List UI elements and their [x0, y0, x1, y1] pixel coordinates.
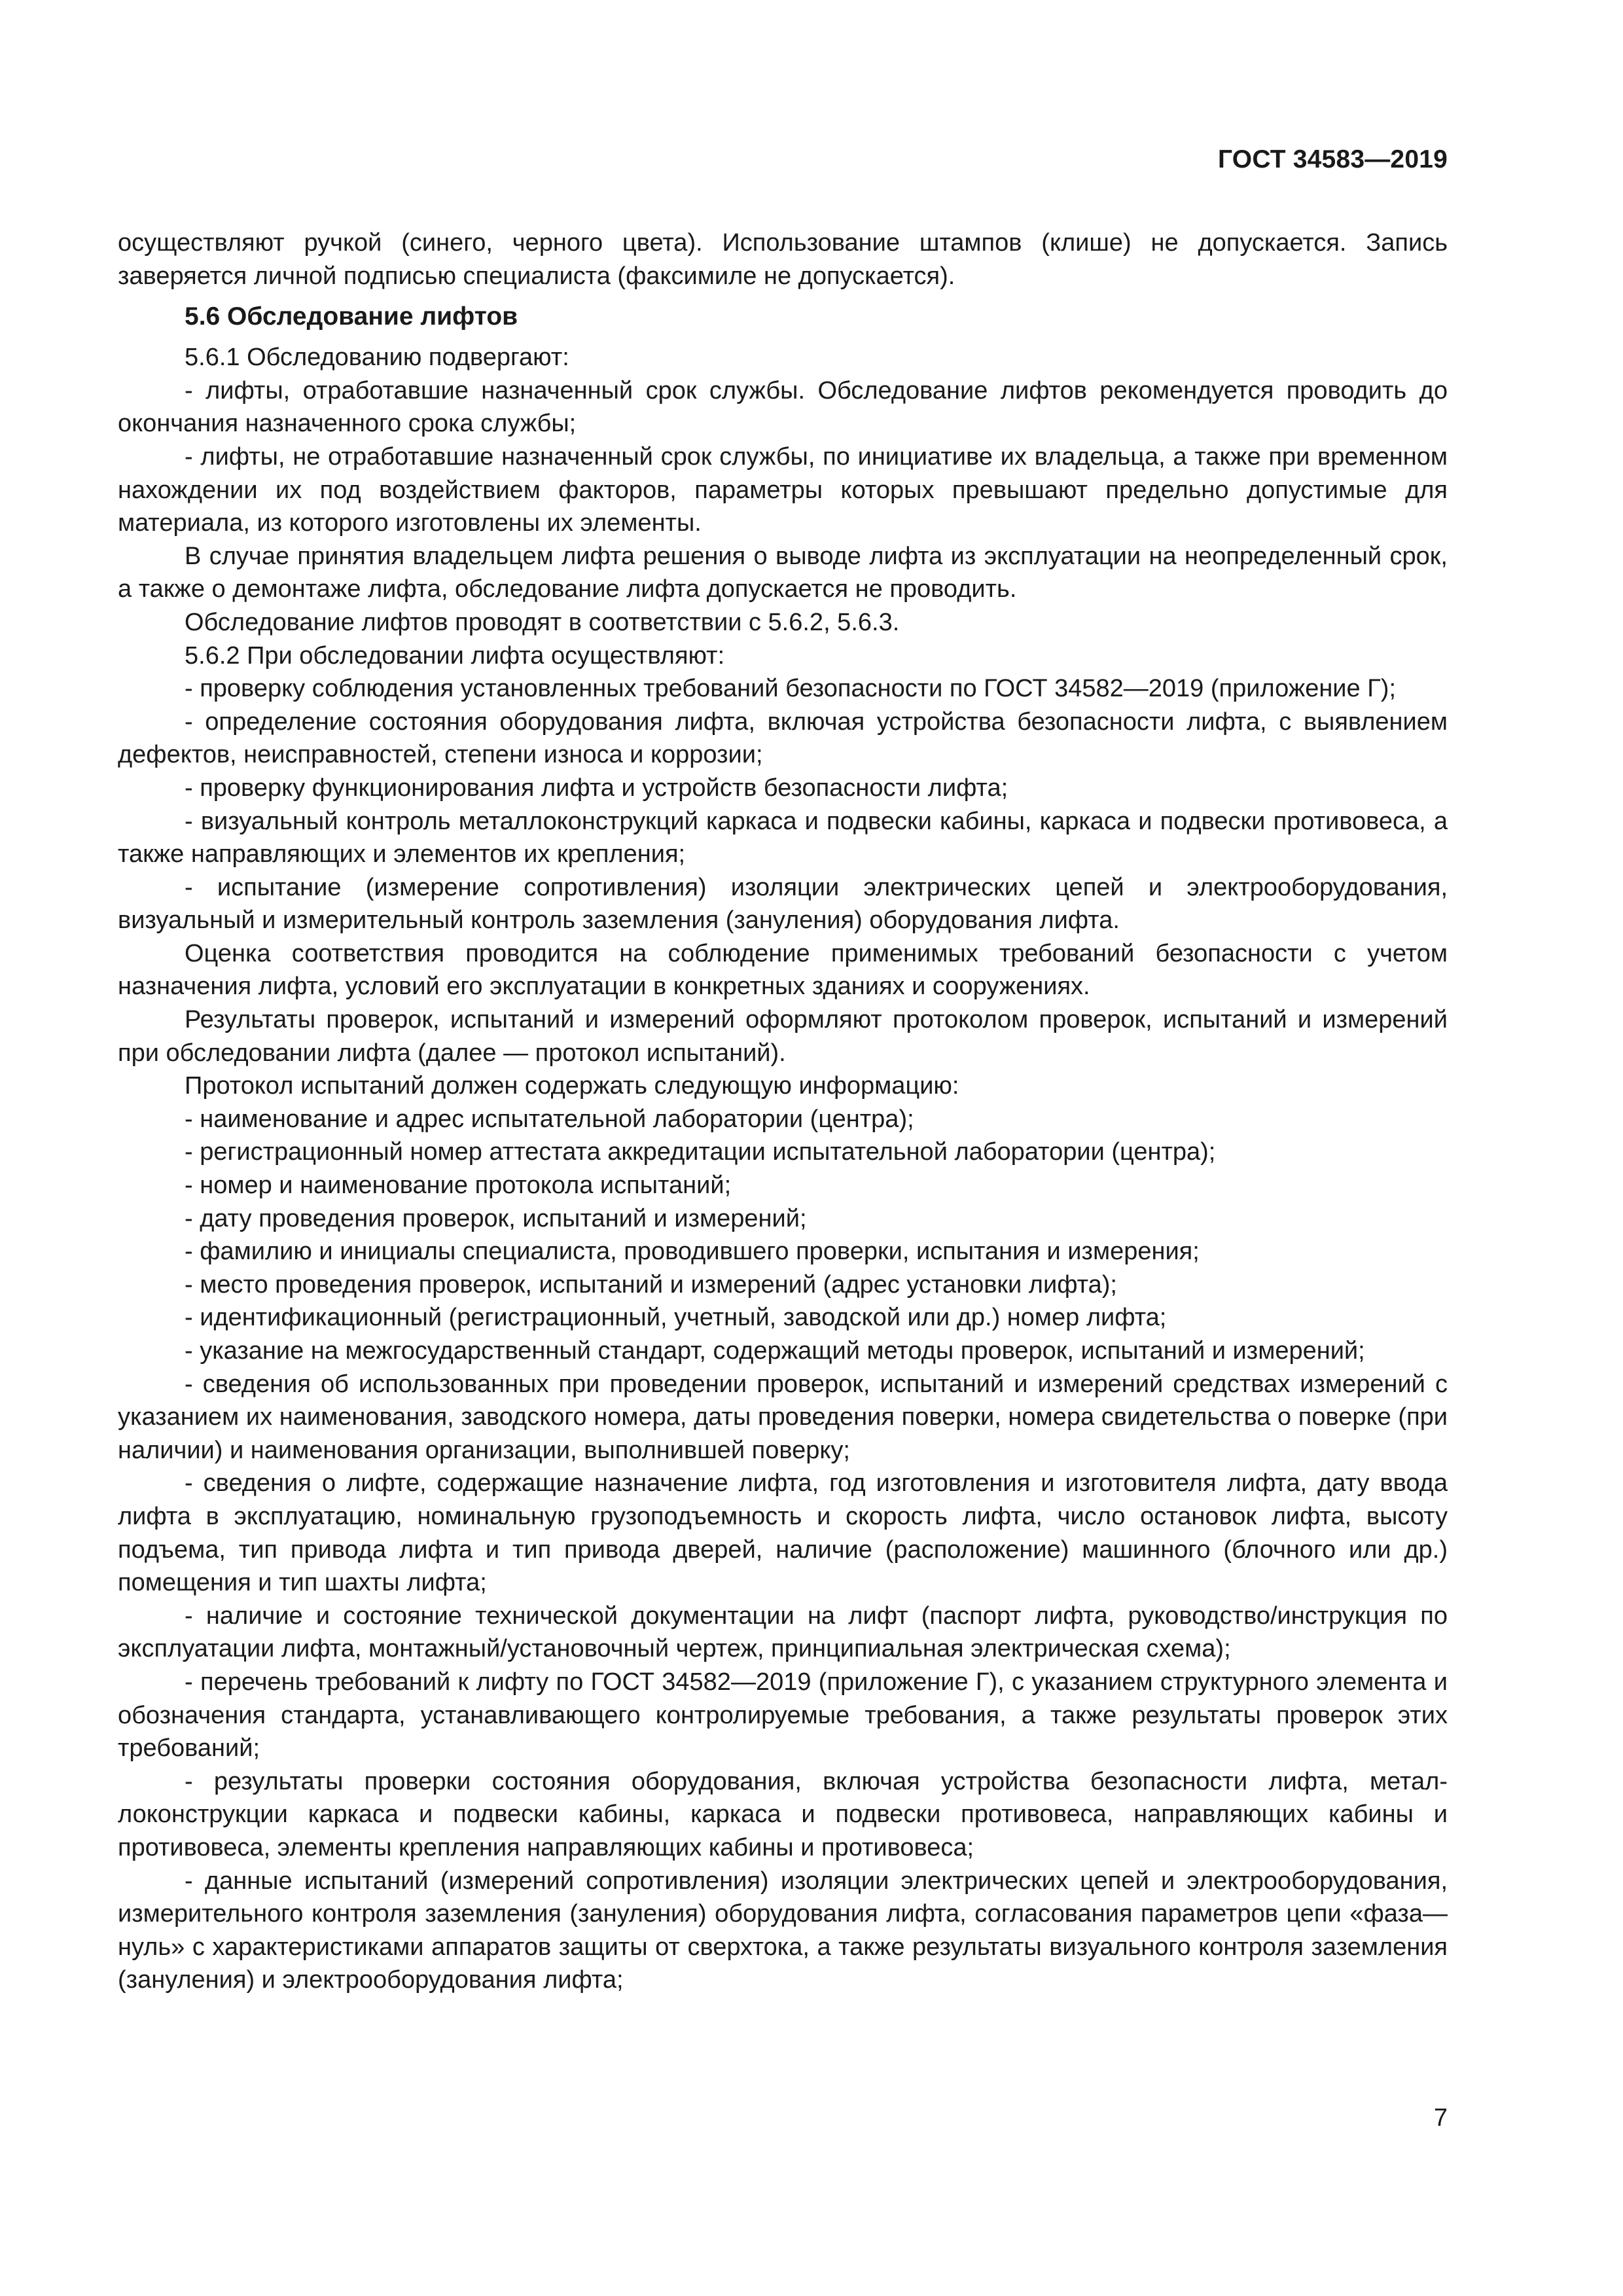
paragraph: Оценка соответствия проводится на соблюдение применимых требований безопасности с учетом назначения лифта, условий его эксплуатации в конкретных зданиях и сооружениях.: [118, 939, 1448, 1001]
list-item: - проверку функционирования лифта и устройств безопасности лифта;: [185, 774, 1008, 802]
paragraph: В случае принятия владельцем лифта решения о выводе лифта из эксплуатации на неопределенный срок, а также о демонтаже лифта, обследование лифта допускается не проводить.: [118, 542, 1448, 603]
list-item: - идентификационный (регистрационный, учетный, заводской или др.) номер лифта;: [185, 1304, 1167, 1332]
section-title: 5.6 Обследование лифтов: [185, 302, 518, 331]
document-body: [118, 226, 1448, 1997]
paragraph-intro: осуществляют ручкой (синего, черного цвета). Использование штампов (клише) не допускается. Запись заверяется личной подписью специалиста (факсимиле не допускается).: [118, 229, 1448, 290]
list-item: - номер и наименование протокола испытаний;: [185, 1172, 732, 1200]
list-item: - визуальный контроль металлоконструкций каркаса и подвески кабины, каркаса и подвески противовеса, а также направляющих и элементов их крепления;: [118, 807, 1448, 869]
list-item: - определение состояния оборудования лифта, включая устройства безопасности лифта, с выявлением дефектов, неисправностей, степени износа и коррозии;: [118, 708, 1448, 769]
list-item: - сведения о лифте, содержащие назначение лифта, год изготовления и изготовителя лифта, дату ввода лифта в эксплуатацию, номинальную грузоподъемность и скорость лифта, число остановок лифта, высоту подъема, тип привода лифта и тип привода дверей, наличие (расположение) машинного (блочного или др.) помещения и тип шахты лифта;: [118, 1469, 1448, 1597]
list-item: - результаты проверки состояния оборудования, включая устройства безопасности лифта, металлоконструкции каркаса и подвески кабины, каркаса и подвески противовеса, направляющих кабины и противовеса, элементы крепления направляющих кабины и противовеса;: [118, 1767, 1448, 1861]
list-item: - данные испытаний (измерений сопротивления) изоляции электрических цепей и электрооборудования, измерительного контроля заземления (зануления) оборудования лифта, согласования параметров цепи «фаза—нуль» с характеристиками аппаратов защиты от сверхтока, а также результаты визуального контроля заземления (зануления) и электрооборудования лифта;: [118, 1867, 1448, 1994]
list-item: - указание на межгосударственный стандарт, содержащий методы проверок, испытаний и измерений;: [185, 1337, 1365, 1365]
list-item: - проверку соблюдения установленных требований безопасности по ГОСТ 34582—2019 (приложение Г);: [185, 675, 1397, 703]
paragraph: Протокол испытаний должен содержать следующую информацию:: [185, 1072, 959, 1100]
list-item: - перечень требований к лифту по ГОСТ 34582—2019 (приложение Г), с указанием структурного элемента и обозначения стандарта, устанавливающего контролируемые требования, а также результаты проверок этих требований;: [118, 1668, 1448, 1763]
paragraph: Результаты проверок, испытаний и измерений оформляют протоколом проверок, испытаний и измерений при обследовании лифта (далее — протокол испытаний).: [118, 1006, 1448, 1067]
page-number: 7: [1433, 2104, 1448, 2132]
paragraph: 5.6.2 При обследовании лифта осуществляют:: [185, 641, 725, 670]
list-item: - лифты, отработавшие назначенный срок службы. Обследование лифтов рекомендуется проводить до окончания назначенного срока службы;: [118, 376, 1448, 438]
list-item: - регистрационный номер аттестата аккредитации испытательной лаборатории (центра);: [185, 1138, 1216, 1166]
list-item: - наличие и состояние технической документации на лифт (паспорт лифта, руководство/инструкция по эксплуатации лифта, монтажный/установочный чертеж, принципиальная электрическая схема);: [118, 1602, 1448, 1663]
list-item: - фамилию и инициалы специалиста, проводившего проверки, испытания и измерения;: [185, 1238, 1200, 1266]
document-code: ГОСТ 34583—2019: [1218, 145, 1448, 173]
list-item: - дату проведения проверок, испытаний и измерений;: [185, 1204, 807, 1232]
list-item: - место проведения проверок, испытаний и измерений (адрес установки лифта);: [185, 1270, 1117, 1299]
list-item: - сведения об использованных при проведении проверок, испытаний и измерений средствах измерений с указанием их наименования, заводского номера, даты проведения поверки, номера свидетельства о поверке (при наличии) и наименования организации, выполнившей поверку;: [118, 1370, 1448, 1464]
list-item: - лифты, не отработавшие назначенный срок службы, по инициативе их владельца, а также при временном нахождении их под воздействием факторов, параметры которых превышают предельно допустимые для материала, из которого изготовлены их элементы.: [118, 442, 1448, 537]
paragraph: 5.6.1 Обследованию подвергают:: [185, 344, 569, 372]
list-item: - испытание (измерение сопротивления) изоляции электрических цепей и электрооборудования, визуальный и измерительный контроль заземления (зануления) оборудования лифта.: [118, 873, 1448, 935]
paragraph: Обследование лифтов проводят в соответствии с 5.6.2, 5.6.3.: [185, 608, 900, 636]
list-item: - наименование и адрес испытательной лаборатории (центра);: [185, 1105, 914, 1133]
